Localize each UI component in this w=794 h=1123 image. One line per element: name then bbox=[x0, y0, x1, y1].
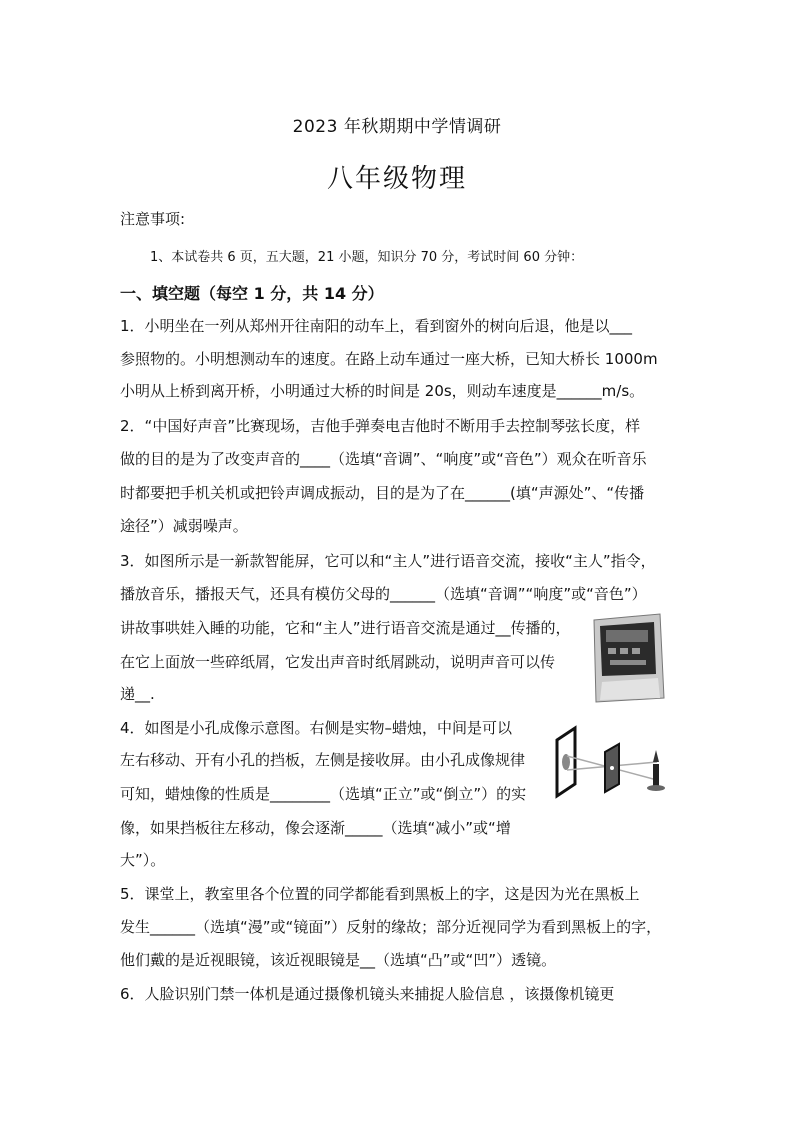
text-line: 6．人脸识别门禁一体机是通过摄像机镜头来捕捉人脸信息 ，该摄像机镜更 bbox=[120, 985, 615, 1003]
text-line: 播放音乐，播报天气，还具有模仿父母的______（选填“音调”“响度”或“音色”） bbox=[120, 585, 647, 603]
text-line: 5．课堂上，教室里各个位置的同学都能看到黑板上的字，这是因为光在黑板上 bbox=[120, 885, 640, 903]
text-line: 时都要把手机关机或把铃声调成振动，目的是为了在______(填“声源处”、“传播 bbox=[120, 484, 645, 502]
text-line: 4．如图是小孔成像示意图。右侧是实物–蜡烛，中间是可以 bbox=[120, 719, 513, 737]
text-line: 大”）。 bbox=[120, 851, 166, 869]
text-line: 可知，蜡烛像的性质是________（选填“正立”或“倒立”）的实 bbox=[120, 785, 527, 803]
text-line: 途径”）减弱噪声。 bbox=[120, 517, 248, 535]
notice-label: 注意事项: bbox=[120, 210, 186, 228]
text-line: 做的目的是为了改变声音的____（选填“音调”、“响度”或“音色”）观众在听音乐 bbox=[120, 450, 647, 468]
text-line: 1．小明坐在一列从郑州开往南阳的动车上，看到窗外的树向后退，他是以___ bbox=[120, 317, 633, 335]
text-line: 小明从上桥到离开桥，小明通过大桥的时间是 20s，则动车速度是______m/s。 bbox=[120, 382, 645, 400]
exam-title: 2023 年秋期期中学情调研 bbox=[292, 117, 502, 137]
notice-item: 1、本试卷共 6 页，五大题，21 小题，知识分 70 分，考试时间 60 分钟： bbox=[150, 250, 584, 265]
text-line: 讲故事哄娃入睡的功能，它和“主人”进行语音交流是通过__传播的， bbox=[120, 619, 571, 637]
pinhole-imaging-figure bbox=[553, 722, 671, 802]
text-line: 3．如图所示是一新款智能屏，它可以和“主人”进行语音交流，接收“主人”指令， bbox=[120, 552, 656, 570]
subject-title: 八年级物理 bbox=[326, 164, 467, 194]
text-line: 像，如果挡板往左移动，像会逐渐_____（选填“减小”或“增 bbox=[120, 819, 511, 837]
text-line: 发生______（选填“漫”或“镜面”）反射的缘故；部分近视同学为看到黑板上的字， bbox=[120, 918, 662, 936]
text-line: 在它上面放一些碎纸屑，它发出声音时纸屑跳动，说明声音可以传 bbox=[120, 653, 556, 671]
text-line: 左右移动、开有小孔的挡板，左侧是接收屏。由小孔成像规律 bbox=[120, 751, 526, 769]
smart-screen-figure bbox=[590, 612, 670, 704]
text-line: 参照物的。小明想测动车的速度。在路上动车通过一座大桥，已知大桥长 1000m bbox=[120, 350, 658, 368]
text-line: 递__. bbox=[120, 685, 155, 703]
section-heading: 一、填空题（每空 1 分，共 14 分） bbox=[120, 284, 384, 303]
text-line: 2．“中国好声音”比赛现场，吉他手弹奏电吉他时不断用手去控制琴弦长度，样 bbox=[120, 417, 641, 435]
text-line: 他们戴的是近视眼镜，该近视眼镜是__（选填“凸”或“凹”）透镜。 bbox=[120, 951, 557, 969]
